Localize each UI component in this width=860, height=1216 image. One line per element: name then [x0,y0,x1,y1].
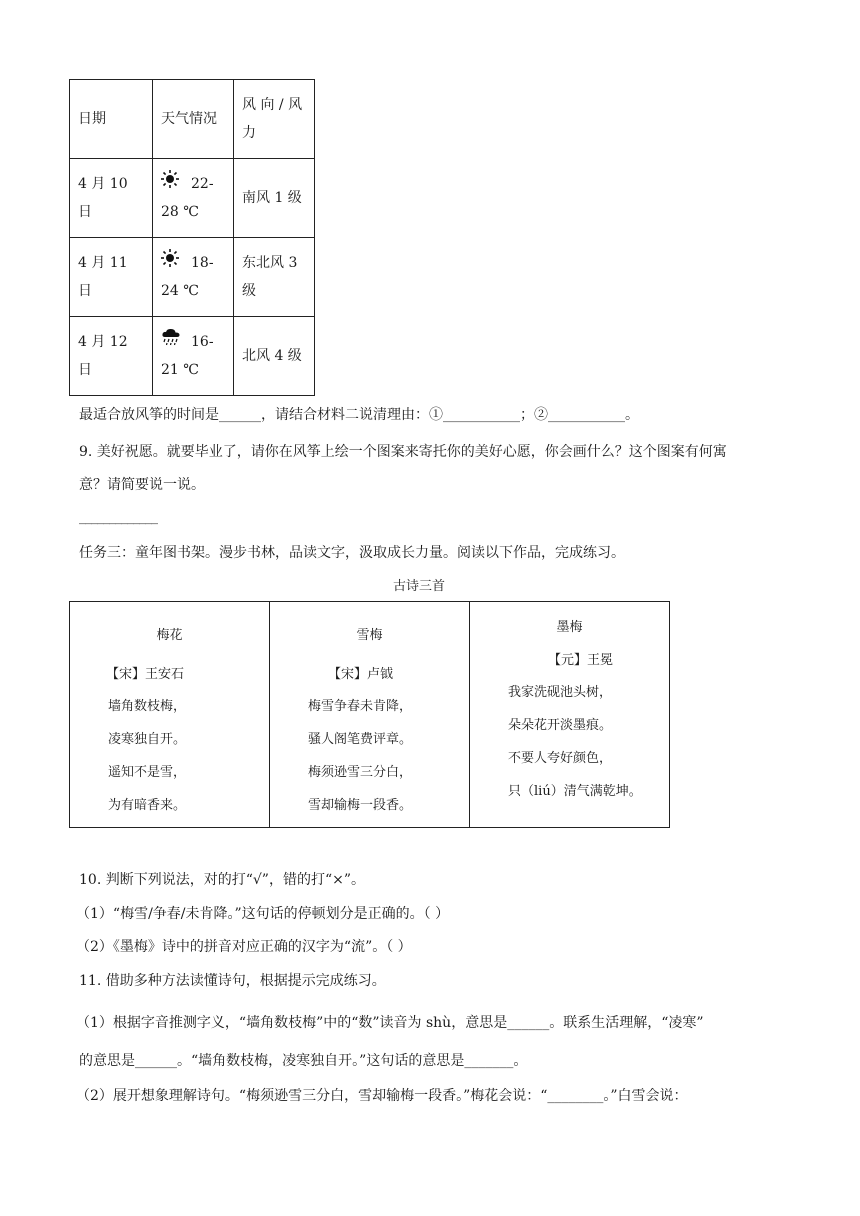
poem-author: 【宋】卢钺 [328,667,394,682]
table-row [70,159,315,238]
poem-cell [270,602,470,828]
q10-item1: （1）“梅雪/争春/未肯降。”这句话的停顿划分是正确的。（ ） [76,906,450,922]
row-temp: 16-21 ℃ [161,334,214,378]
row-temp: 22-28 ℃ [161,176,214,220]
q10-stem: 10. 判断下列说法，对的打“√”，错的打“×”。 [79,872,365,888]
q11-item1-line2: 的意思是______。“墙角数枝梅，凌寒独自开。”这句话的意思是_______。 [79,1053,528,1069]
row-wind: 北风 4 级 [234,317,315,396]
row-weather [153,317,234,396]
poem-line: 墙角数枝梅， [108,699,187,714]
header-date: 日期 [70,80,153,159]
sun-icon [161,249,181,277]
poem-line: 骚人阁笔费评章。 [308,732,413,747]
row-wind: 东北风 3 级 [234,238,315,317]
poem-title: 梅花 [156,628,183,643]
poem-line: 为有暗香来。 [108,798,187,813]
sun-icon [161,170,181,198]
poem-line: 只（liú）清气满乾坤。 [508,784,642,799]
table-header-row [70,80,315,159]
poem-line: 遥知不是雪， [108,765,187,780]
q9-line1: 9. 美好祝愿。就要毕业了，请你在风筝上绘一个图案来寄托你的美好心愿，你会画什么？这个图案有何寓 [79,444,727,460]
poems-table [69,601,670,828]
poem-line: 朵朵花开淡墨痕。 [508,718,613,733]
row-date: 4 月 12 日 [70,317,153,396]
poem-title: 雪梅 [356,628,383,643]
poem-line: 雪却输梅一段香。 [308,798,413,813]
table-row [70,317,315,396]
poem-line: 梅须逊雪三分白， [308,765,413,780]
row-date: 4 月 11 日 [70,238,153,317]
q11-stem: 11. 借助多种方法读懂诗句，根据提示完成练习。 [79,973,386,989]
poem-author: 【元】王冕 [548,653,614,668]
row-weather [153,159,234,238]
poem-cell [470,602,670,828]
poems-title: 古诗三首 [392,579,445,594]
q8-text: 最适合放风筝的时间是______，请结合材料二说清理由：①___________；②___________。 [79,407,639,423]
task3-heading: 任务三：童年图书架。漫步书林，品读文字，汲取成长力量。阅读以下作品，完成练习。 [79,545,625,561]
poem-line: 我家洗砚池头树， [508,685,613,700]
q11-item2-line1: （2）展开想象理解诗句。“梅须逊雪三分白，雪却输梅一段香。”梅花会说：“________。”白雪会说： [76,1088,688,1104]
poem-line: 不要人夸好颜色， [508,751,613,766]
poem-cell [70,602,270,828]
table-row [70,238,315,317]
header-weather: 天气情况 [153,80,234,159]
poem-line: 凌寒独自开。 [108,732,187,747]
poem-line: 梅雪争春未肯降， [308,699,413,714]
q9-answer-blank[interactable]: _____________ [79,509,157,525]
rain-cloud-icon [161,328,181,356]
q11-item1-line1: （1）根据字音推测字义，“墙角数枝梅”中的“数”读音为 shù，意思是______。联系生活理解，“凌寒” [76,1015,704,1031]
header-wind: 风 向 / 风 力 [234,80,315,159]
poem-title: 墨梅 [556,620,583,635]
q10-item2: （2）《墨梅》诗中的拼音对应正确的汉字为“流”。（ ） [76,939,412,955]
row-temp: 18-24 ℃ [161,255,214,299]
row-weather [153,238,234,317]
weather-table [69,79,315,396]
q9-line2: 意？请简要说一说。 [79,477,205,493]
row-date: 4 月 10 日 [70,159,153,238]
row-wind: 南风 1 级 [234,159,315,238]
poem-author: 【宋】王安石 [106,667,185,682]
